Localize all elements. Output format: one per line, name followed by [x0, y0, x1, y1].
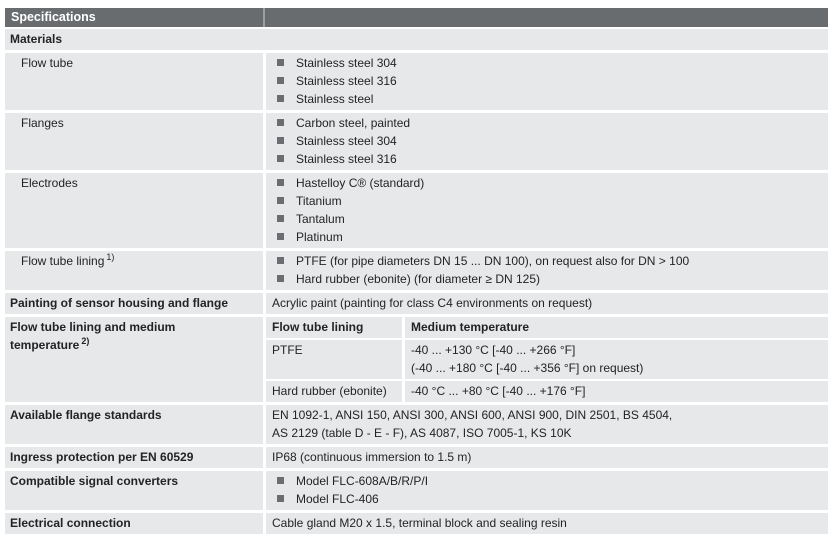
bullet-item: Hastelloy C® (standard)	[272, 174, 822, 192]
bullet-square-icon	[277, 233, 284, 240]
spec-row-flow-tube-lining	[5, 251, 828, 290]
row-value: EN 1092-1, ANSI 150, ANSI 300, ANSI 600, ANSI 900, DIN 2501, BS 4504, AS 2129 (table D - E - F), AS 4087, ISO 7005-1, KS 10K	[266, 405, 828, 444]
bullet-square-icon	[277, 95, 284, 102]
row-value	[266, 251, 828, 290]
bullet-square-icon	[277, 197, 284, 204]
spec-row-signal-converters	[5, 471, 828, 510]
nested-temperature-cell: -40 ... +130 °C [-40 ... +266 °F] (-40 ... +180 °C [-40 ... +356 °F] on request)	[405, 340, 828, 379]
row-value: Acrylic paint (painting for class C4 environments on request)	[266, 293, 828, 314]
bullet-item: Stainless steel	[272, 90, 822, 108]
bullet-square-icon	[277, 77, 284, 84]
section-label: Materials	[5, 29, 828, 50]
row-value	[266, 173, 828, 248]
spec-row-electrical-connection	[5, 513, 828, 534]
row-value: IP68 (continuous immersion to 1.5 m)	[266, 447, 828, 468]
bullet-item: Model FLC-608A/B/R/P/I	[272, 472, 822, 490]
bullet-item: Platinum	[272, 228, 822, 246]
bullet-item: Stainless steel 304	[272, 132, 822, 150]
footnote-marker: 2)	[81, 336, 90, 346]
spec-row-ingress-protection	[5, 447, 828, 468]
nested-header-row	[266, 317, 828, 338]
section-row-materials	[5, 29, 828, 50]
nested-temperature-cell: -40 °C ... +80 °C [-40 ... +176 °F]	[405, 381, 828, 402]
header-column-divider	[263, 8, 265, 27]
table-title: Specifications	[11, 10, 96, 24]
row-value: Cable gland M20 x 1.5, terminal block and sealing resin	[266, 513, 828, 534]
nested-col-header-lining: Flow tube lining	[266, 317, 402, 338]
row-label: Flow tube lining $^{1)}$	[5, 251, 263, 290]
nested-lining-cell: Hard rubber (ebonite)	[266, 381, 402, 402]
bullet-item: PTFE (for pipe diameters DN 15 ... DN 100), on request also for DN > 100	[272, 252, 822, 270]
bullet-square-icon	[277, 59, 284, 66]
row-label: Flanges	[5, 113, 263, 170]
row-value	[266, 113, 828, 170]
bullet-item: Carbon steel, painted	[272, 114, 822, 132]
specifications-table	[5, 8, 828, 537]
bullet-square-icon	[277, 275, 284, 282]
row-value	[266, 471, 828, 510]
row-label: Flow tube	[5, 53, 263, 110]
bullet-item: Stainless steel 304	[272, 54, 822, 72]
bullet-item: Tantalum	[272, 210, 822, 228]
nested-row-ptfe	[266, 340, 828, 379]
table-header	[5, 8, 828, 27]
row-label: Electrodes	[5, 173, 263, 248]
spec-row-lining-medium-temperature	[5, 317, 828, 402]
row-label: Available flange standards	[5, 405, 263, 444]
bullet-square-icon	[277, 155, 284, 162]
bullet-square-icon	[277, 495, 284, 502]
bullet-square-icon	[277, 179, 284, 186]
bullet-item: Titanium	[272, 192, 822, 210]
nested-temperature-table	[266, 317, 828, 402]
bullet-square-icon	[277, 137, 284, 144]
nested-row-hard-rubber	[266, 381, 828, 402]
row-value	[266, 53, 828, 110]
bullet-item: Hard rubber (ebonite) (for diameter ≥ DN 125)	[272, 270, 822, 288]
bullet-item: Stainless steel 316	[272, 72, 822, 90]
row-label: Flow tube lining and medium temperature $^{2)}$	[5, 317, 263, 402]
bullet-item: Model FLC-406	[272, 490, 822, 508]
spec-row-flow-tube	[5, 53, 828, 110]
spec-row-painting	[5, 293, 828, 314]
footnote-marker: 1)	[106, 252, 115, 262]
row-label: Electrical connection	[5, 513, 263, 534]
nested-col-header-temperature: Medium temperature	[405, 317, 828, 338]
row-label: Compatible signal converters	[5, 471, 263, 510]
bullet-item: Stainless steel 316	[272, 150, 822, 168]
bullet-square-icon	[277, 477, 284, 484]
row-label: Ingress protection per EN 60529	[5, 447, 263, 468]
spec-row-flange-standards	[5, 405, 828, 444]
bullet-square-icon	[277, 215, 284, 222]
bullet-square-icon	[277, 257, 284, 264]
nested-lining-cell: PTFE	[266, 340, 402, 379]
spec-row-electrodes	[5, 173, 828, 248]
bullet-square-icon	[277, 119, 284, 126]
spec-row-flanges	[5, 113, 828, 170]
row-label: Painting of sensor housing and flange	[5, 293, 263, 314]
